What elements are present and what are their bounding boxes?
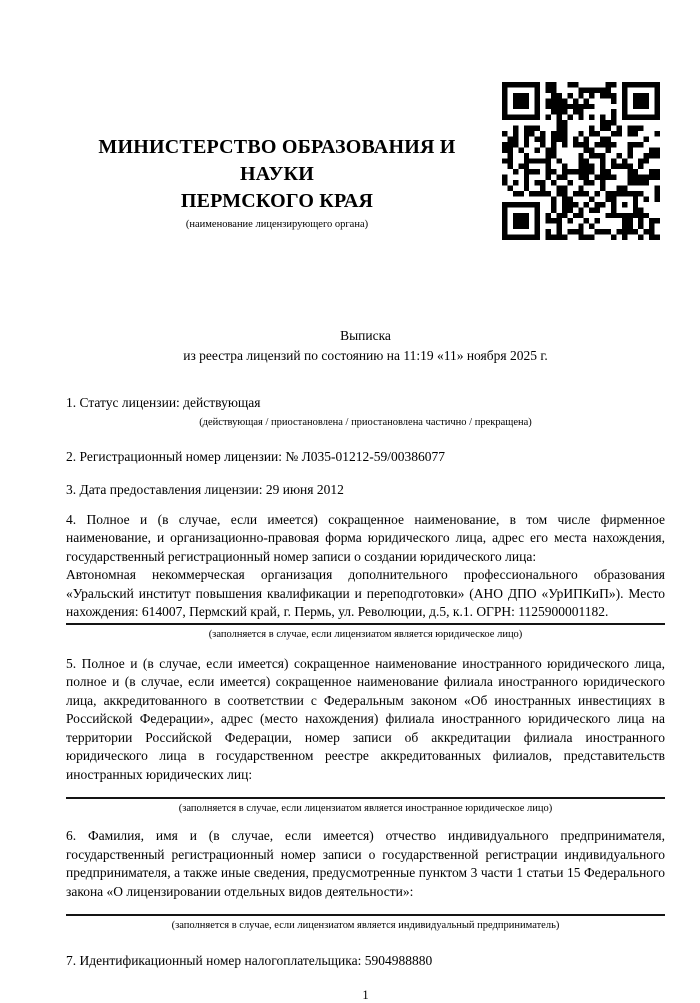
license-date-text: 3. Дата предоставления лицензии: 29 июня 2012 xyxy=(66,482,344,497)
individual-entrepreneur-clause: 6. Фамилия, имя и (в случае, если имеется) отчество индивидуального предпринимателя, государственный регистрационный номер записи о государственной регистрации индивидуального предпринимателя, а также иные сведения, предусмотренные пунктом 3 части 1 статьи 15 Федерального закона «О лицензировании отдельных видов деятельности»: xyxy=(66,828,665,899)
taxpayer-number-text: 7. Идентификационный номер налогоплательщика: 5904988880 xyxy=(66,953,433,968)
licensing-authority-name-line1: МИНИСТЕРСТВО ОБРАЗОВАНИЯ И НАУКИ xyxy=(98,136,456,185)
qr-code-image xyxy=(502,82,660,240)
foreign-entity-caption: (заполняется в случае, если лицензиатом является иностранное юридическое лицо) xyxy=(178,803,553,814)
document-header xyxy=(66,0,488,231)
item-foreign-entity xyxy=(66,655,665,816)
item-license-date xyxy=(66,481,665,500)
license-status-text: 1. Статус лицензии: действующая xyxy=(66,395,261,410)
item-license-status xyxy=(66,394,665,429)
legal-entity-clause: 4. Полное и (в случае, если имеется) сокращенное наименование, в том числе фирменное наименование, и организационно-правовая форма юридического лица, адрес его места нахождения, государственный регистрационный номер записи о создании юридического лица: xyxy=(66,511,665,564)
fill-line xyxy=(66,623,665,625)
legal-entity-value: Автономная некоммерческая организация дополнительного профессионального образования «Уральский институт повышения квалификации и переподготовки» (АНО ДПО «УрИПКиП»). Место нахождения: 614007, Пермский край, г. Пермь, ул. Революции, д.5, к.1. ОГРН: 1125900001182. xyxy=(66,567,665,619)
qr-code xyxy=(502,82,660,240)
licensing-authority-caption: (наименование лицензирующего органа) xyxy=(185,219,369,230)
item-individual-entrepreneur xyxy=(66,827,665,932)
foreign-entity-clause: 5. Полное и (в случае, если имеется) сокращенное наименование иностранного юридического лица, полное и (в случае, если имеется) сокращенное наименование филиала иностранного юридического лица, аккредитованного в соответствии с Федеральным законом «Об иностранных инвестициях в Российской Федерации», адрес (место нахождения) филиала иностранного юридического лица на территории Российской Федерации, номер записи об аккредитации филиала иностранного юридического лица в государственном реестре аккредитованных филиалов, представительств иностранных юридических лиц: xyxy=(66,655,665,782)
license-status-caption: (действующая / приостановлена / приостановлена частично / прекращена) xyxy=(199,416,532,428)
item-legal-entity xyxy=(66,511,665,641)
item-taxpayer-number xyxy=(66,952,665,971)
extract-subtitle: из реестра лицензий по состоянию на 11:19 «11» ноября 2025 г. xyxy=(183,348,548,363)
page-number: 1 xyxy=(362,987,369,1002)
fill-line xyxy=(66,797,665,799)
fill-line xyxy=(66,914,665,916)
extract-title: Выписка xyxy=(340,328,391,343)
licensing-authority-name-line2: ПЕРМСКОГО КРАЯ xyxy=(180,190,374,212)
individual-entrepreneur-caption: (заполняется в случае, если лицензиатом является индивидуальный предприниматель) xyxy=(171,920,560,931)
item-registration-number xyxy=(66,448,665,467)
document-title-block xyxy=(66,326,665,366)
legal-entity-caption: (заполняется в случае, если лицензиатом является юридическое лицо) xyxy=(208,628,523,640)
registration-number-text: 2. Регистрационный номер лицензии: № Л035-01212-59/00386077 xyxy=(66,448,446,464)
